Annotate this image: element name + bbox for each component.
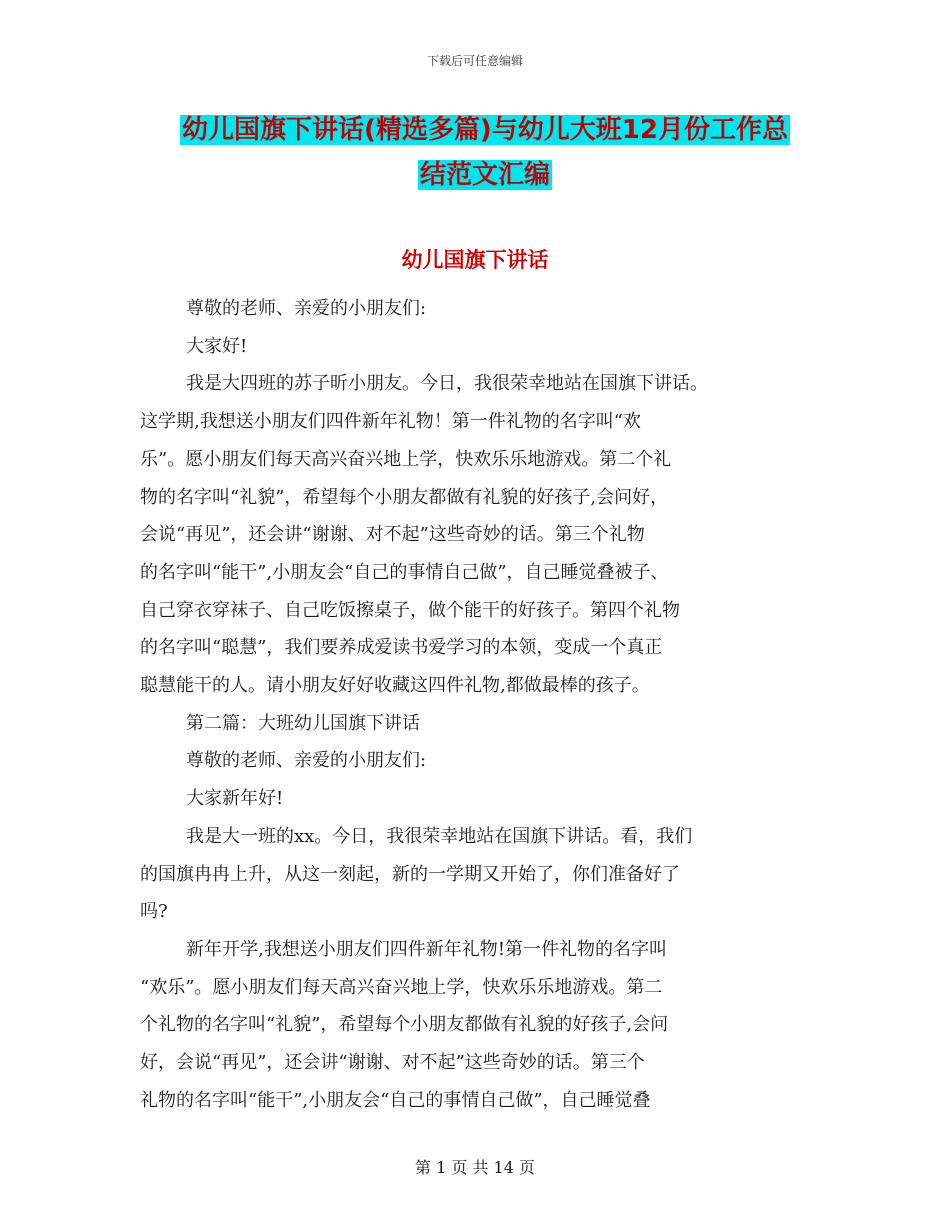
body-line: 新年开学,我想送小朋友们四件新年礼物!第一件礼物的名字叫 bbox=[186, 938, 667, 960]
body-line: 聪慧能干的人。请小朋友好好收藏这四件礼物,都做最棒的孩子。 bbox=[140, 675, 650, 697]
body-line: 尊敬的老师、亲爱的小朋友们: bbox=[186, 750, 427, 772]
body-line: 礼物的名字叫“能干”,小朋友会“自己的事情自己做”，自己睡觉叠 bbox=[140, 1089, 651, 1111]
body-line: 会说“再见”，还会讲“谢谢、对不起”这些奇妙的话。第三个礼物 bbox=[140, 524, 645, 546]
body-line: 的国旗冉冉上升，从这一刻起，新的一学期又开始了，你们准备好了 bbox=[140, 863, 680, 885]
body-line: 个礼物的名字叫“礼貌”，希望每个小朋友都做有礼貌的好孩子,会问 bbox=[140, 1014, 669, 1036]
section-title: 幼儿国旗下讲话 bbox=[401, 248, 549, 272]
body-line: 好，会说“再见”，还会讲“谢谢、对不起”这些奇妙的话。第三个 bbox=[140, 1052, 645, 1074]
body-line: 的名字叫“能干”,小朋友会“自己的事情自己做”，自己睡觉叠被子、 bbox=[140, 561, 669, 583]
body-line: 吗? bbox=[140, 901, 168, 923]
document-title bbox=[140, 108, 830, 198]
body-line: “欢乐”。愿小朋友们每天高兴奋兴地上学，快欢乐乐地游戏。第二 bbox=[140, 976, 663, 998]
body-line: 第二篇：大班幼儿国旗下讲话 bbox=[186, 712, 420, 734]
body-line: 乐”。愿小朋友们每天高兴奋兴地上学，快欢乐乐地游戏。第二个礼 bbox=[140, 448, 672, 470]
header-note: 下载后可任意编辑 bbox=[426, 54, 523, 68]
body-line: 我是大四班的苏子昕小朋友。今日，我很荣幸地站在国旗下讲话。 bbox=[186, 373, 708, 395]
title-line-2: 结范文汇编 bbox=[419, 160, 550, 190]
body-line: 大家新年好! bbox=[186, 788, 284, 810]
body-line: 的名字叫“聪慧”，我们要养成爱读书爱学习的本领，变成一个真正 bbox=[140, 637, 663, 659]
body-text bbox=[140, 290, 820, 1119]
page-footer: 第 1 页 共 14 页 bbox=[415, 1158, 535, 1177]
body-line: 尊敬的老师、亲爱的小朋友们: bbox=[186, 298, 427, 319]
body-line: 我是大一班的xx。今日，我很荣幸地站在国旗下讲话。看，我们 bbox=[186, 825, 693, 847]
body-line: 这学期,我想送小朋友们四件新年礼物！第一件礼物的名字叫“欢 bbox=[140, 411, 641, 433]
body-line: 自己穿衣穿袜子、自己吃饭擦桌子，做个能干的好孩子。第四个礼物 bbox=[140, 599, 680, 621]
title-line-1: 幼儿国旗下讲话(精选多篇)与幼儿大班12月份工作总 bbox=[182, 115, 788, 145]
body-line: 物的名字叫“礼貌”，希望每个小朋友都做有礼貌的好孩子,会问好， bbox=[140, 486, 669, 508]
body-line: 大家好! bbox=[186, 335, 248, 357]
